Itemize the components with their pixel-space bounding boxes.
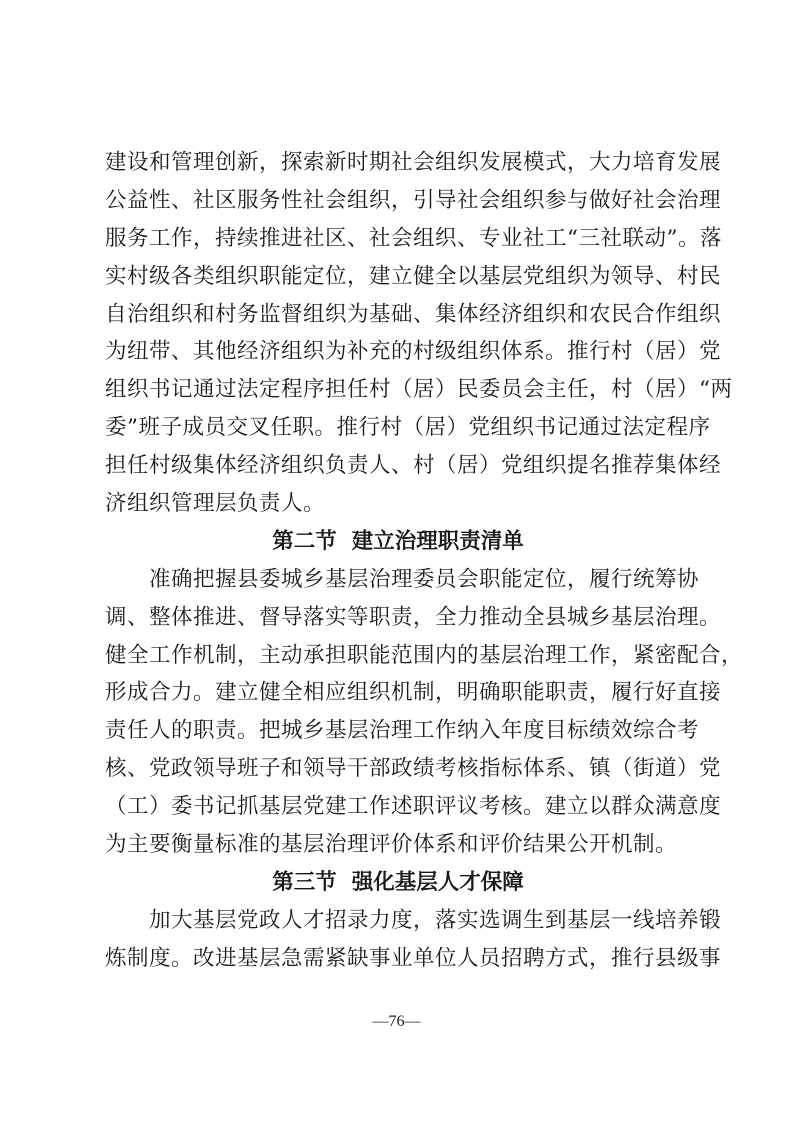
paragraph-line: 加大基层党政人才招录力度，落实选调生到基层一线培养锻 bbox=[105, 907, 722, 933]
paragraph-line: 组织书记通过法定程序担任村（居）民委员会主任，村（居）“两 bbox=[105, 377, 733, 403]
paragraph-line: 服务工作，持续推进社区、社会组织、专业社工“三社联动”。落 bbox=[105, 225, 722, 251]
paragraph-line: 担任村级集体经济组织负责人、村（居）党组织提名推荐集体经 bbox=[105, 453, 722, 479]
paragraph-line: 公益性、社区服务性社会组织，引导社会组织参与做好社会治理 bbox=[105, 187, 722, 213]
paragraph-line: 自治组织和村务监督组织为基础、集体经济组织和农民合作组织 bbox=[105, 301, 722, 327]
paragraph-line: 准确把握县委城乡基层治理委员会职能定位，履行统筹协 bbox=[105, 566, 700, 592]
section-heading: 第二节 建立治理职责清单 bbox=[272, 528, 524, 554]
paragraph-line: 责任人的职责。把城乡基层治理工作纳入年度目标绩效综合考 bbox=[105, 718, 700, 744]
paragraph-line: 炼制度。改进基层急需紧缺事业单位人员招聘方式，推行县级事 bbox=[105, 945, 722, 971]
paragraph-line: 核、党政领导班子和领导干部政绩考核指标体系、镇（街道）党 bbox=[105, 756, 722, 782]
paragraph-line: 调、整体推进、督导落实等职责，全力推动全县城乡基层治理。 bbox=[105, 604, 722, 630]
paragraph-line: 为主要衡量标准的基层治理评价体系和评价结果公开机制。 bbox=[105, 832, 678, 858]
page-number: —76— bbox=[372, 1013, 421, 1030]
paragraph-line: 健全工作机制，主动承担职能范围内的基层治理工作，紧密配合， bbox=[105, 642, 744, 668]
paragraph-line: （工）委书记抓基层党建工作述职评议考核。建立以群众满意度 bbox=[105, 794, 722, 820]
paragraph-line: 建设和管理创新，探索新时期社会组织发展模式，大力培育发展 bbox=[105, 150, 722, 175]
paragraph-line: 委”班子成员交叉任职。推行村（居）党组织书记通过法定程序 bbox=[105, 415, 711, 441]
paragraph-line: 为纽带、其他经济组织为补充的村级组织体系。推行村（居）党 bbox=[105, 339, 722, 365]
paragraph-line: 济组织管理层负责人。 bbox=[105, 491, 326, 517]
section-heading: 第三节 强化基层人才保障 bbox=[272, 869, 524, 895]
paragraph-line: 形成合力。建立健全相应组织机制，明确职能职责，履行好直接 bbox=[105, 680, 722, 706]
body-text bbox=[105, 144, 744, 978]
paragraph-line: 实村级各类组织职能定位，建立健全以基层党组织为领导、村民 bbox=[105, 263, 722, 289]
